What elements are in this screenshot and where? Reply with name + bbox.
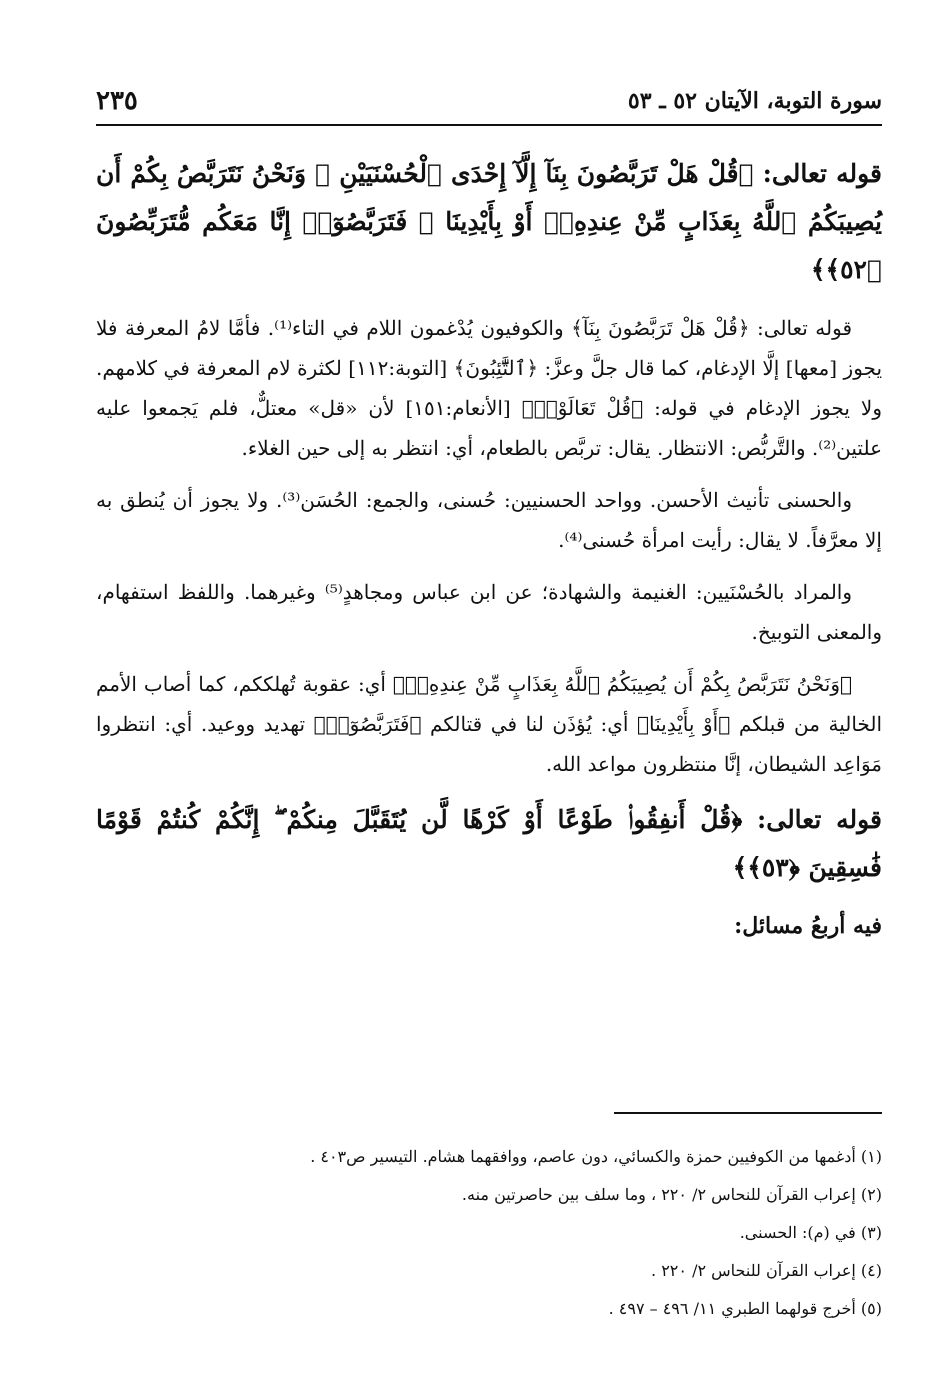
verse-paragraph-53 bbox=[96, 796, 882, 892]
issues-heading: فيه أربعُ مسائل: bbox=[734, 913, 882, 939]
footnote-item: (٣) في (م): الحسنى. bbox=[739, 1223, 882, 1242]
page-number: ٢٣٥ bbox=[96, 86, 138, 116]
page-body bbox=[96, 150, 882, 946]
commentary-paragraph: ﴿وَنَحْنُ نَتَرَبَّصُ بِكُمْ أَن يُصِيبَكُمُ ٱللَّهُ بِعَذَابٍ مِّنْ عِندِهِۦٓ﴾ أي: عقوبة تُهلككم، كما أصاب الأمم الخالية من قبلكم ﴿أَوْ بِأَيْدِينَا﴾ أي: يُؤذَن لنا في قتالكم ﴿فَتَرَبَّصُوٓا۟﴾ تهديد ووعيد. أي: انتظروا مَوَاعِد الشيطان، إنَّا منتظرون مواعد الله. bbox=[96, 672, 882, 776]
commentary-paragraph: والمراد بالحُسْنَيين: الغنيمة والشهادة؛ عن ابن عباس ومجاهدٍ⁽⁵⁾ وغيرهما. واللفظ استفهام، والمعنى التوبيخ. bbox=[96, 580, 882, 644]
page-header bbox=[96, 84, 882, 126]
quran-verse-52: ﴿قُلْ هَلْ تَرَبَّصُونَ بِنَآ إِلَّآ إِحْدَى ٱلْحُسْنَيَيْنِ ۖ وَنَحْنُ نَتَرَبَّصُ بِكُمْ أَن يُصِيبَكُمُ ٱللَّهُ بِعَذَابٍ مِّنْ عِندِهِۦٓ أَوْ بِأَيْدِينَا ۖ فَتَرَبَّصُوٓا۟ إِنَّا مَعَكُم مُّتَرَبِّصُونَ ﴿٥٢﴾﴾ bbox=[96, 159, 882, 284]
footnotes bbox=[96, 1138, 882, 1328]
footnote-item: (٥) أخرج قولهما الطبري ١١/ ٤٩٦ – ٤٩٧ . bbox=[608, 1299, 882, 1318]
running-title: سورة التوبة، الآيتان ٥٢ ـ ٥٣ bbox=[627, 88, 882, 114]
quran-verse-53: ﴿قُلْ أَنفِقُوا۟ طَوْعًا أَوْ كَرْهًا لَّن يُتَقَبَّلَ مِنكُمْ ۖ إِنَّكُمْ كُنتُمْ قَوْمًا فَٰسِقِينَ ﴿٥٣﴾﴾ bbox=[96, 805, 882, 882]
commentary-paragraph: قوله تعالى: ﴿قُلْ هَلْ تَرَبَّصُونَ بِنَآ﴾ والكوفيون يُدْغمون اللام في التاء⁽¹⁾. فأمَّا لامُ المعرفة فلا يجوز [معها] إلَّا الإدغام، كما قال جلَّ وعزَّ: ﴿ٱلتَّٰٓئِبُونَ﴾ [التوبة:١١٢] لكثرة لام المعرفة في كلامهم. ولا يجوز الإدغام في قوله: ﴿قُلْ تَعَالَوْا۟﴾ [الأنعام:١٥١] لأن «قل» معتلٌّ، فلم يَجمعوا عليه علتين⁽²⁾. والتَّربُّص: الانتظار. يقال: تربَّص بالطعام، أي: انتظر به إلى حين الغلاء. bbox=[96, 316, 883, 460]
verse-lead: قوله تعالى: bbox=[757, 805, 882, 834]
verse-paragraph-52 bbox=[96, 150, 882, 294]
commentary-paragraph: والحسنى تأنيث الأحسن. وواحد الحسنيين: حُسنى، والجمع: الحُسَن⁽³⁾. ولا يجوز أن يُنطق به إلا معرَّفاً. لا يقال: رأيت امرأة حُسنى⁽⁴⁾. bbox=[96, 488, 882, 552]
footnote-item: (١) أدغمها من الكوفيين حمزة والكسائي، دون عاصم، ووافقهما هشام. التيسير ص٤٠٣ . bbox=[310, 1147, 882, 1166]
footnote-divider bbox=[614, 1112, 882, 1114]
verse-lead: قوله تعالى: bbox=[762, 159, 882, 188]
footnote-item: (٤) إعراب القرآن للنحاس ٢/ ٢٢٠ . bbox=[651, 1261, 882, 1280]
footnote-item: (٢) إعراب القرآن للنحاس ٢/ ٢٢٠ ، وما سلف بين حاصرتين منه. bbox=[461, 1185, 882, 1204]
